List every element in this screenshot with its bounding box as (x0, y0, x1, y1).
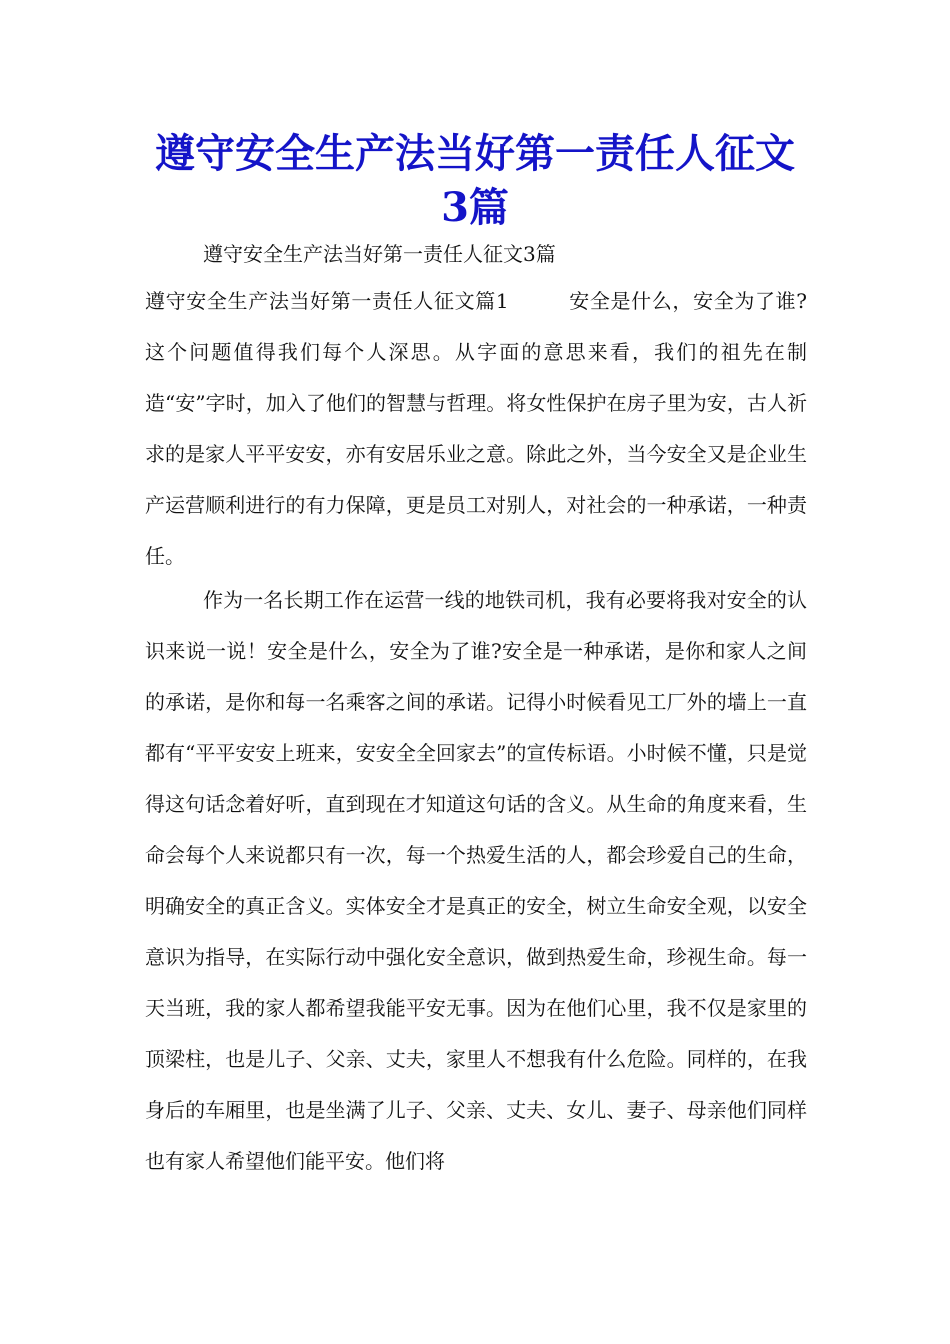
paragraph-2: 作为一名长期工作在运营一线的地铁司机，我有必要将我对安全的认识来说一说！安全是什么，安全为了谁?安全是一种承诺，是你和家人之间的承诺，是你和每一名乘客之间的承诺。记得小时候看见工厂外的墙上一直都有“平平安安上班来，安安全全回家去”的宣传标语。小时候不懂，只是觉得这句话念着好听，直到现在才知道这句话的含义。从生命的角度来看，生命会每个人来说都只有一次，每一个热爱生活的人，都会珍爱自己的生命，明确安全的真正含义。实体安全才是真正的安全，树立生命安全观，以安全意识为指导，在实际行动中强化安全意识，做到热爱生命，珍视生命。每一天当班，我的家人都希望我能平安无事。因为在他们心里，我不仅是家里的顶梁柱，也是儿子、父亲、丈夫，家里人不想我有什么危险。同样的，在我身后的车厢里，也是坐满了儿子、父亲、丈夫、女儿、妻子、母亲他们同样也有家人希望他们能平安。他们将 (145, 588, 807, 1173)
paragraph-1-heading: 遵守安全生产法当好第一责任人征文篇1 (145, 289, 509, 313)
paragraph-1-text: 安全是什么，安全为了谁?这个问题值得我们每个人深思。从字面的意思来看，我们的祖先在制造“安”字时，加入了他们的智慧与哲理。将女性保护在房子里为安，古人祈求的是家人平平安安，亦有安居乐业之意。除此之外，当今安全又是企业生产运营顺利进行的有力保障，更是员工对别人，对社会的一种承诺，一种责任。 (145, 289, 807, 568)
document-title: 遵守安全生产法当好第一责任人征文3篇 (155, 130, 795, 231)
paragraph-1 (145, 276, 807, 582)
document-subtitle: 遵守安全生产法当好第一责任人征文3篇 (203, 242, 556, 266)
